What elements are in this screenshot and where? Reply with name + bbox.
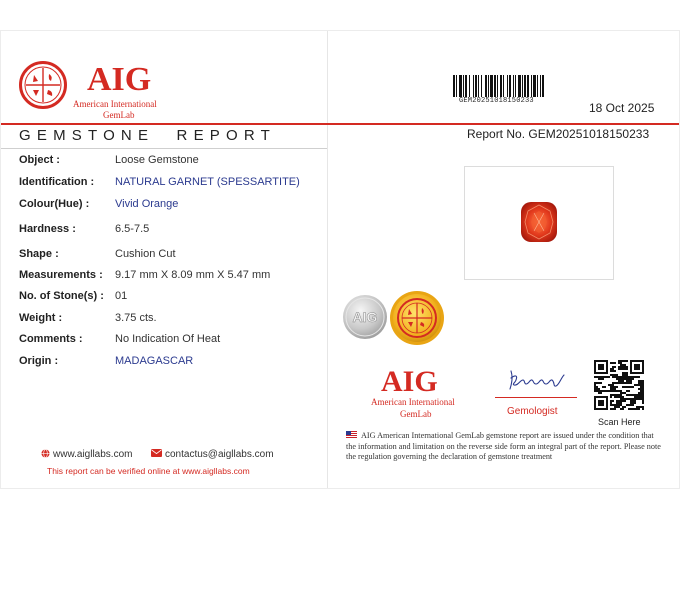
gemstone-image — [520, 201, 558, 243]
aig-seal-icon — [19, 61, 67, 109]
field-label: Identification : — [19, 176, 95, 188]
field-value: NATURAL GARNET (SPESSARTITE) — [115, 176, 300, 188]
field-value: No Indication Of Heat — [115, 333, 221, 345]
field-value: 01 — [115, 290, 128, 302]
field-value: 9.17 mm X 8.09 mm X 5.47 mm — [115, 269, 271, 281]
field-label: No. of Stone(s) : — [19, 290, 104, 302]
barcode-icon — [453, 75, 569, 97]
email-text: contactus@aigllabs.com — [165, 449, 274, 460]
field-label: Comments : — [19, 333, 83, 345]
report-number: Report No. GEM20251018150233 — [467, 127, 650, 141]
disclaimer — [346, 431, 661, 463]
header-rule — [1, 123, 679, 125]
brand-subtitle: American International — [73, 99, 157, 109]
gemologist-signature — [506, 363, 568, 393]
field-label: Shape : — [19, 248, 59, 260]
scan-here-label: Scan Here — [598, 417, 641, 427]
field-label: Object : — [19, 154, 60, 166]
report-title: GEMSTONE REPORT — [19, 127, 276, 144]
field-value: Loose Gemstone — [115, 154, 199, 166]
globe-icon — [41, 449, 50, 458]
brand-name: AIG — [87, 61, 152, 98]
cert-brand-subtitle: American International — [371, 397, 455, 407]
field-label: Colour(Hue) : — [19, 198, 90, 210]
cert-brand-subtitle-lab: GemLab — [400, 409, 432, 419]
field-value: Cushion Cut — [115, 248, 176, 260]
field-label: Origin : — [19, 355, 59, 367]
field-value: 6.5-7.5 — [115, 223, 150, 235]
disclaimer-text: AIG American International GemLab gemstone report are issued under the condition that the information and limitation on the reverse side form an integral part of the report. Please note the regulation governing the declaration of gemstone treatment — [346, 431, 661, 461]
field-label: Weight : — [19, 312, 63, 324]
website-text: www.aigllabs.com — [53, 449, 133, 460]
cert-brand-name: AIG — [381, 365, 438, 398]
panel-divider — [327, 31, 328, 488]
hologram-seal-text: AIG — [352, 309, 378, 325]
gemologist-label: Gemologist — [507, 406, 558, 417]
gold-seal-icon — [389, 290, 445, 346]
email-link[interactable] — [151, 449, 274, 460]
field-value: Vivid Orange — [115, 198, 179, 210]
hologram-seal-icon — [342, 294, 388, 340]
field-label: Hardness : — [19, 223, 76, 235]
us-flag-icon — [346, 431, 357, 438]
report-date: 18 Oct 2025 — [589, 101, 655, 115]
field-label: Measurements : — [19, 269, 103, 281]
field-value: MADAGASCAR — [115, 355, 194, 367]
title-rule — [1, 148, 327, 149]
field-value: 3.75 cts. — [115, 312, 157, 324]
qr-code-icon[interactable] — [594, 360, 644, 410]
verify-note: This report can be verified online at www.aigllabs.com — [47, 466, 250, 476]
gemstone-report-card — [0, 30, 680, 489]
mail-icon — [151, 449, 162, 457]
signature-line — [495, 397, 577, 398]
barcode-text: GEM20251018150233 — [459, 97, 534, 105]
website-link[interactable] — [41, 449, 132, 460]
brand-subtitle-lab: GemLab — [103, 110, 135, 120]
